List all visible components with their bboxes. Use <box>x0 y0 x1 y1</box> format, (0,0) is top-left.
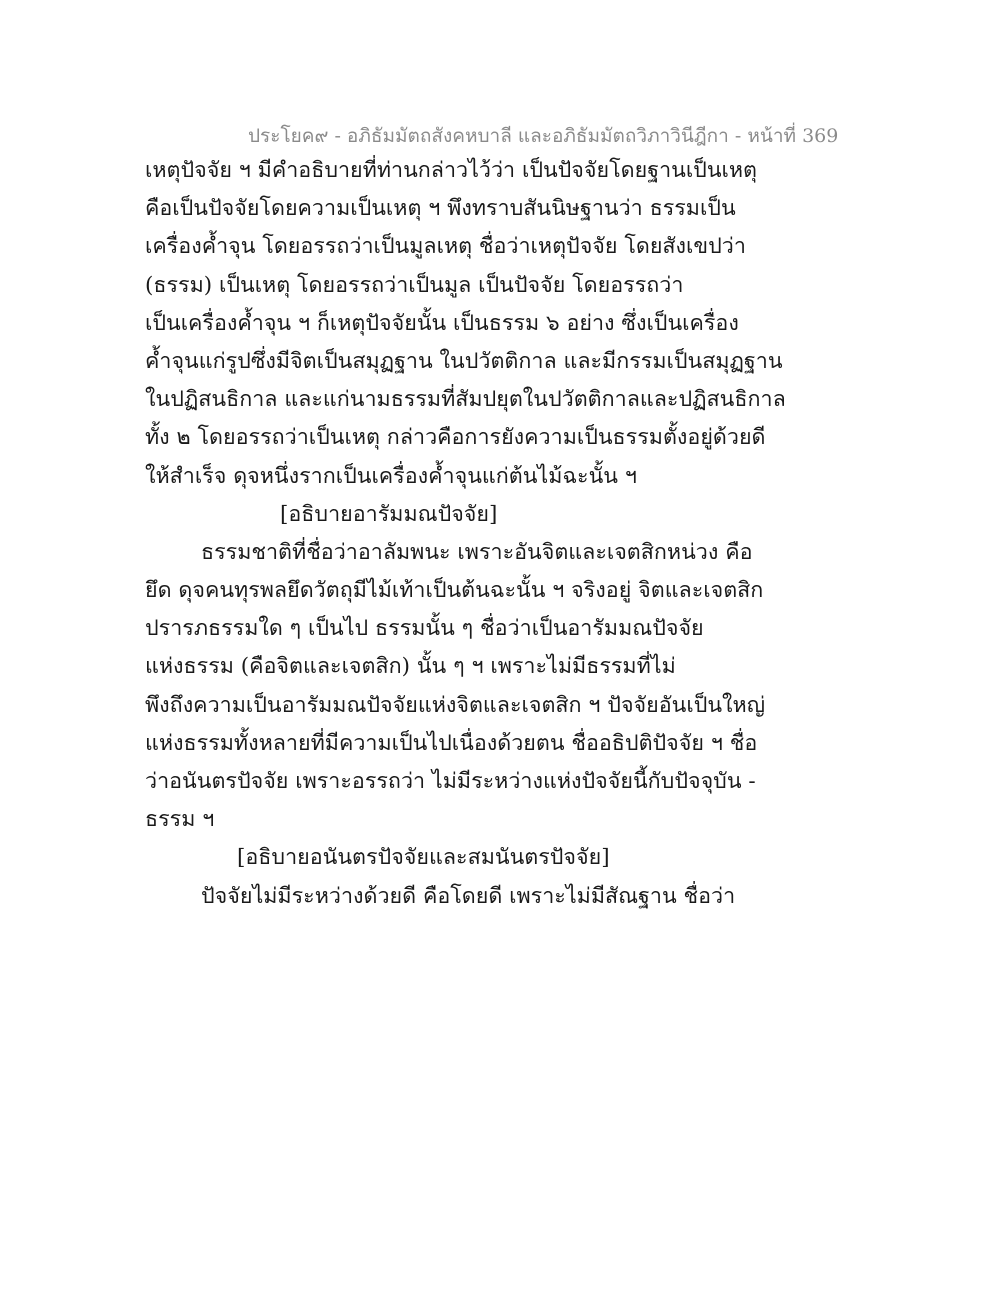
text-line: ธรรม ฯ <box>145 807 215 833</box>
text-line: ว่าอนันตรปัจจัย เพราะอรรถว่า ไม่มีระหว่างแห่งปัจจัยนี้กับปัจจุบัน - <box>145 769 756 794</box>
text-line: คือเป็นปัจจัยโดยความเป็นเหตุ ฯ พึงทราบสันนิษฐานว่า ธรรมเป็น <box>145 196 736 222</box>
section-heading: [อธิบายอนันตรปัจจัยและสมนันตรปัจจัย] <box>237 845 610 871</box>
text-line: เหตุปัจจัย ฯ มีคำอธิบายที่ท่านกล่าวไว้ว่า เป็นปัจจัยโดยฐานเป็นเหตุ <box>145 158 758 183</box>
text-line: พึงถึงความเป็นอารัมมณปัจจัยแห่งจิตและเจตสิก ฯ ปัจจัยอันเป็นใหญ่ <box>145 692 766 718</box>
section-heading: [อธิบายอารัมมณปัจจัย] <box>280 501 498 527</box>
text-line: ค้ำจุนแก่รูปซึ่งมีจิตเป็นสมุฏฐาน ในปวัตติกาล และมีกรรมเป็นสมุฏฐาน <box>145 348 783 374</box>
text-line: เป็นเครื่องค้ำจุน ฯ ก็เหตุปัจจัยนั้น เป็นธรรม ๖ อย่าง ซึ่งเป็นเครื่อง <box>145 310 739 336</box>
body-text <box>145 152 786 916</box>
text-line: แห่งธรรม (คือจิตและเจตสิก) นั้น ๆ ฯ เพราะไม่มีธรรมที่ไม่ <box>145 654 676 680</box>
text-line: ให้สำเร็จ ดุจหนึ่งรากเป็นเครื่องค้ำจุนแก่ต้นไม้ฉะนั้น ฯ <box>145 463 637 489</box>
running-header: ประโยค๙ - อภิธัมมัตถสังคหบาลี และอภิธัมมัตถวิภาวินีฎีกา - หน้าที่ 369 <box>248 125 839 147</box>
text-line: ปรารภธรรมใด ๆ เป็นไป ธรรมนั้น ๆ ชื่อว่าเป็นอารัมมณปัจจัย <box>145 616 704 642</box>
text-line: เครื่องค้ำจุน โดยอรรถว่าเป็นมูลเหตุ ชื่อว่าเหตุปัจจัย โดยสังเขปว่า <box>145 234 746 260</box>
text-line: (ธรรม) เป็นเหตุ โดยอรรถว่าเป็นมูล เป็นปัจจัย โดยอรรถว่า <box>145 272 684 298</box>
text-line: ธรรมชาติที่ชื่อว่าอาลัมพนะ เพราะอันจิตและเจตสิกหน่วง คือ <box>201 539 753 565</box>
text-line: แห่งธรรมทั้งหลายที่มีความเป็นไปเนื่องด้วยตน ชื่ออธิปติปัจจัย ฯ ชื่อ <box>145 730 758 756</box>
text-line: ในปฏิสนธิกาล และแก่นามธรรมที่สัมปยุตในปวัตติกาลและปฏิสนธิกาล <box>145 387 786 413</box>
text-line: ทั้ง ๒ โดยอรรถว่าเป็นเหตุ กล่าวคือการยังความเป็นธรรมตั้งอยู่ด้วยดี <box>145 425 766 451</box>
text-line: ปัจจัยไม่มีระหว่างด้วยดี คือโดยดี เพราะไม่มีสัณฐาน ชื่อว่า <box>201 883 736 909</box>
text-line: ยึด ดุจคนทุรพลยึดวัตถุมีไม้เท้าเป็นต้นฉะนั้น ฯ จริงอยู่ จิตและเจตสิก <box>145 578 764 604</box>
